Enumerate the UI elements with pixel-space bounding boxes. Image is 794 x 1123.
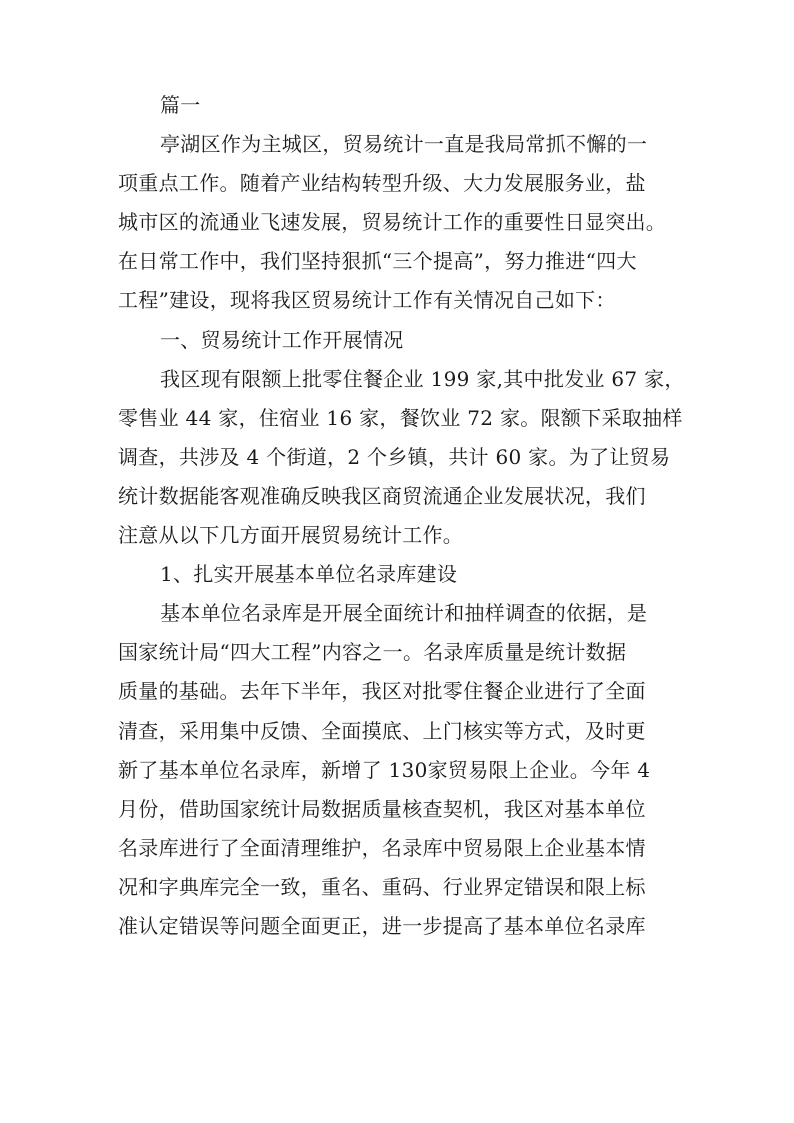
paragraph-line: 在日常工作中，我们坚持狠抓“三个提高”，努力推进“四大 bbox=[118, 249, 637, 274]
subsection-heading: 1、扎实开展基本单位名录库建设 bbox=[160, 562, 458, 587]
paragraph-line: 亭湖区作为主城区，贸易统计一直是我局常抓不懈的一 bbox=[160, 132, 648, 157]
document-body bbox=[118, 86, 685, 946]
paragraph-line: 况和字典库完全一致，重名、重码、行业界定错误和限上标 bbox=[118, 874, 646, 899]
section-heading: 篇一 bbox=[160, 93, 201, 117]
paragraph-line: 调查，共涉及 4 个街道，2 个乡镇，共计 60 家。为了让贸易 bbox=[118, 444, 671, 469]
paragraph-line: 零售业 44 家，住宿业 16 家，餐饮业 72 家。限额下采取抽样 bbox=[118, 405, 683, 430]
paragraph-line: 基本单位名录库是开展全面统计和抽样调查的依据，是 bbox=[160, 601, 648, 626]
paragraph-line: 准认定错误等问题全面更正，进一步提高了基本单位名录库 bbox=[118, 913, 646, 938]
paragraph-line: 统计数据能客观准确反映我区商贸流通企业发展状况，我们 bbox=[118, 483, 646, 508]
paragraph-line: 我区现有限额上批零住餐企业 199 家,其中批发业 67 家， bbox=[160, 366, 685, 391]
paragraph-line: 新了基本单位名录库，新增了 130家贸易限上企业。今年 4 bbox=[118, 757, 651, 782]
paragraph-line: 工程”建设，现将我区贸易统计工作有关情况自己如下： bbox=[118, 288, 616, 313]
paragraph-line: 国家统计局“四大工程”内容之一。名录库质量是统计数据 bbox=[118, 640, 627, 665]
paragraph-line: 清查，采用集中反馈、全面摸底、上门核实等方式，及时更 bbox=[118, 718, 646, 743]
paragraph-line: 注意从以下几方面开展贸易统计工作。 bbox=[118, 523, 464, 548]
paragraph-line: 月份，借助国家统计局数据质量核查契机，我区对基本单位 bbox=[118, 796, 646, 821]
subsection-heading: 一、贸易统计工作开展情况 bbox=[160, 327, 404, 352]
paragraph-line: 名录库进行了全面清理维护，名录库中贸易限上企业基本情 bbox=[118, 835, 646, 860]
paragraph-line: 质量的基础。去年下半年，我区对批零住餐企业进行了全面 bbox=[118, 679, 646, 704]
paragraph-line: 项重点工作。随着产业结构转型升级、大力发展服务业，盐 bbox=[118, 171, 646, 196]
paragraph-line: 城市区的流通业飞速发展，贸易统计工作的重要性日显突出。 bbox=[118, 210, 667, 235]
